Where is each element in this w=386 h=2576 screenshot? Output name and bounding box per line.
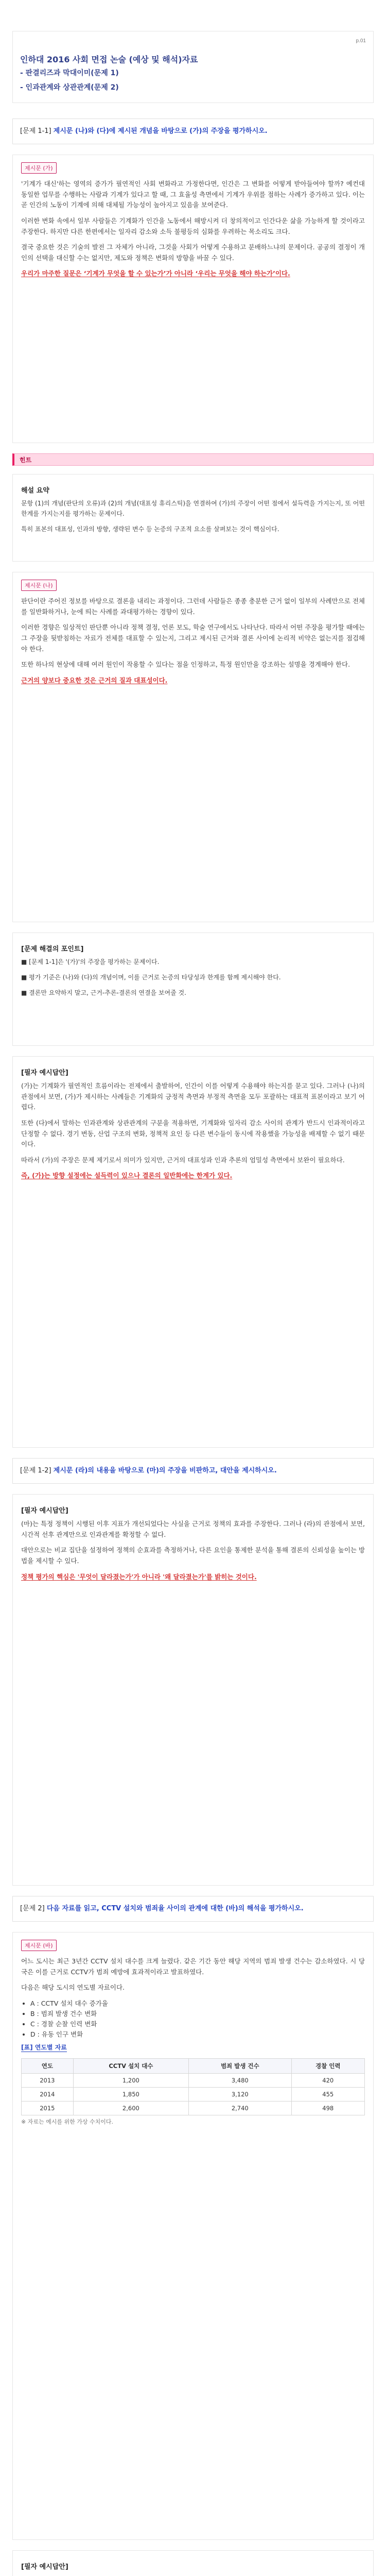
- passage-a-para-1: '기계가 대신'하는 영역의 증가가 필연적인 사회 변화라고 가정한다면, 인간은 그 변화를 어떻게 받아들여야 할까? 예컨대 동일한 업무를 수행하는 사람과 기계가 있다고 할 때, 그 효율성 측면에서 기계가 우위를 점하는 사례가 증가하고 있다. 이는 곧 인간의 노동이 기계에 의해 대체될 가능성이 높아지고 있음을 보여준다.: [21, 180, 365, 209]
- model-answer-3: [12, 2550, 374, 2576]
- question-2-box: [12, 1458, 374, 1484]
- passage-c-list: [21, 1998, 365, 2040]
- data-table-header-row: [22, 2058, 365, 2073]
- table-row: [22, 2087, 365, 2101]
- table-cell: 3,480: [189, 2073, 292, 2087]
- answer-point-2: ■ 평가 기준은 (나)와 (다)의 개념이며, 이를 근거로 논증의 타당성과 한계를 함께 제시해야 한다.: [21, 973, 281, 981]
- table-cell: 498: [291, 2101, 364, 2115]
- question-2-text: 제시문 (라)의 내용을 바탕으로 (마)의 주장을 비판하고, 대안을 제시하시오.: [53, 1467, 277, 1475]
- model-answer-1-text-3: 따라서 (가)의 주장은 문제 제기로서 의미가 있지만, 근거의 대표성과 인과 추론의 엄밀성 측면에서 보완이 필요하다.: [21, 1156, 345, 1164]
- passage-b-emphasis: [21, 675, 365, 686]
- question-1-box: [12, 118, 374, 144]
- table-header-cctv: CCTV 설치 대수: [73, 2058, 188, 2073]
- passage-c-list-item-4: • D : 유동 인구 변화: [30, 2029, 365, 2040]
- passage-a-tag: 제시문 (가): [21, 162, 57, 174]
- table-cell: 2,740: [189, 2101, 292, 2115]
- model-answer-1-text-2: 또한 (다)에서 말하는 인과관계와 상관관계의 구분을 적용하면, 기계화와 일자리 감소 사이의 관계가 반드시 인과적이라고 단정할 수 없다. 경기 변동, 산업 구조의 변화, 정책적 요인 등 다른 변수들이 동시에 작용했을 가능성을 배제할 수 없기 때문이다.: [21, 1118, 365, 1148]
- document-title: 인하대 2016 사회 면접 논술 (예상 및 해석)자료: [20, 55, 198, 64]
- model-answer-1-red-text: 즉, (가)는 방향 설정에는 설득력이 있으나 결론의 일반화에는 한계가 있다.: [21, 1172, 233, 1180]
- question-2-title: [20, 1466, 366, 1476]
- question-3-box: [12, 1896, 374, 1922]
- model-answer-1-emphasis: [21, 1171, 365, 1181]
- divider-section: [12, 453, 374, 474]
- data-table-head: [22, 2058, 365, 2073]
- model-answer-2-red-text: 정책 평가의 핵심은 '무엇이 달라졌는가'가 아니라 '왜 달라졌는가'를 밝히는 것이다.: [21, 1572, 257, 1581]
- model-answer-2-text-1: (마)는 특정 정책이 시행된 이후 지표가 개선되었다는 사실을 근거로 정책의 효과를 주장한다. 그러나 (라)의 관점에서 보면, 시간적 선후 관계만으로 인과관계를 확정할 수 없다.: [21, 1520, 365, 1538]
- passage-b: [12, 572, 374, 922]
- table-cell: 2013: [22, 2073, 74, 2087]
- hint-heading: 해설 요약: [21, 487, 49, 495]
- table-row: [22, 2101, 365, 2115]
- question-3-text: 다음 자료를 읽고, CCTV 설치와 범죄율 사이의 관계에 대한 (바)의 해석을 평가하시오.: [46, 1905, 304, 1912]
- table-cell: 455: [291, 2087, 364, 2101]
- model-answer-2-text-2: 대안으로는 비교 집단을 설정하여 정책의 순효과를 측정하거나, 다른 요인을 통제한 분석을 통해 결론의 신뢰성을 높이는 방법을 제시할 수 있다.: [21, 1546, 365, 1565]
- table-note: ※ 자료는 예시를 위한 가상 수치이다.: [21, 2118, 113, 2125]
- table-header-crime: 범죄 발생 건수: [189, 2058, 292, 2073]
- question-3-title: [20, 1904, 366, 1914]
- question-1-title: [20, 126, 366, 137]
- document-subtitle-1: - 판결리즈과 막대이미(문제 1): [20, 69, 119, 77]
- table-row: [22, 2073, 365, 2087]
- model-answer-2-label: [필자 예시답안]: [21, 1507, 68, 1515]
- model-answer-3-label: [필자 예시답안]: [21, 2563, 68, 2571]
- answer-point-3: ■ 결론만 요약하지 말고, 근거-추론-결론의 연결을 보여줄 것.: [21, 989, 186, 996]
- table-header-year: 연도: [22, 2058, 74, 2073]
- passage-a: [12, 155, 374, 443]
- table-cell: 1,850: [73, 2087, 188, 2101]
- question-1-prefix: [문제 1-1]: [20, 127, 51, 135]
- passage-c-para-1: 어느 도시는 최근 3년간 CCTV 설치 대수를 크게 늘렸다. 같은 기간 동안 해당 지역의 범죄 발생 건수는 감소하였다. 시 당국은 이를 근거로 CCTV가 범죄 예방에 효과적이라고 발표하였다.: [21, 1957, 365, 1976]
- question-1-text: 제시문 (나)와 (다)에 제시된 개념을 바탕으로 (가)의 주장을 평가하시오.: [53, 127, 268, 135]
- passage-c-tag: 제시문 (바): [21, 1940, 57, 1951]
- passage-c-list-item-3: • C : 경찰 순찰 인력 변화: [30, 2019, 365, 2029]
- question-2-prefix: [문제 1-2]: [20, 1467, 51, 1475]
- table-cell: 3,120: [189, 2087, 292, 2101]
- model-answer-1-label: [필자 예시답안]: [21, 1069, 68, 1077]
- model-answer-2: [12, 1494, 374, 1886]
- data-table-body: [22, 2073, 365, 2115]
- document-subtitle-2: - 인과관계와 상관관계(문제 2): [20, 83, 119, 92]
- hint-box: [12, 474, 374, 562]
- table-header-police: 경찰 인력: [291, 2058, 364, 2073]
- passage-b-red-text: 근거의 양보다 중요한 것은 근거의 질과 대표성이다.: [21, 676, 168, 684]
- model-answer-1: [12, 1056, 374, 1448]
- table-cell: 2014: [22, 2087, 74, 2101]
- table-label: [표] 연도별 자료: [21, 2043, 67, 2051]
- passage-a-emphasis: [21, 268, 365, 279]
- table-cell: 1,200: [73, 2073, 188, 2087]
- passage-b-para-3: 또한 하나의 현상에 대해 여러 원인이 작용할 수 있다는 점을 인정하고, 특정 원인만을 강조하는 설명을 경계해야 한다.: [21, 660, 350, 669]
- header-badge-right: p.01: [356, 38, 366, 44]
- table-cell: 420: [291, 2073, 364, 2087]
- passage-c-list-item-1: • A : CCTV 설치 대수 증가율: [30, 1998, 365, 2009]
- passage-a-para-3: 결국 중요한 것은 기술의 발전 그 자체가 아니라, 그것을 사회가 어떻게 수용하고 분배하느냐의 문제이다. 공공의 결정이 개인의 선택을 대신할 수는 없지만, 제도와 정책은 변화의 방향을 바꿀 수 있다.: [21, 243, 365, 262]
- passage-b-para-1: 판단이란 주어진 정보를 바탕으로 결론을 내리는 과정이다. 그런데 사람들은 종종 충분한 근거 없이 일부의 사례만으로 전체를 일반화하거나, 눈에 띄는 사례를 과대평가하는 경향이 있다.: [21, 597, 365, 616]
- passage-b-tag: 제시문 (나): [21, 580, 57, 591]
- divider-label: 힌트: [12, 453, 374, 466]
- answer-points: [12, 933, 374, 1046]
- passage-c-list-intro: 다음은 해당 도시의 연도별 자료이다.: [21, 1984, 125, 1992]
- model-answer-2-emphasis: [21, 1572, 365, 1583]
- data-table: [21, 2058, 365, 2115]
- passage-c-list-item-2: • B : 범죄 발생 건수 변화: [30, 2009, 365, 2019]
- passage-b-para-2: 이러한 경향은 일상적인 판단뿐 아니라 정책 결정, 언론 보도, 학술 연구에서도 나타난다. 따라서 어떤 주장을 평가할 때에는 그 주장을 뒷받침하는 자료가 전체를 대표할 수 있는지, 그리고 제시된 근거와 결론 사이에 논리적 비약은 없는지를 점검해야 한다.: [21, 623, 365, 653]
- answer-point-1: ■ [문제 1-1]은 '(가)'의 주장을 평가하는 문제이다.: [21, 958, 160, 965]
- passage-c: [12, 1932, 374, 2540]
- model-answer-1-text-1: (가)는 기계화가 필연적인 흐름이라는 전제에서 출발하여, 인간이 이를 어떻게 수용해야 하는지를 묻고 있다. 그러나 (나)의 관점에서 보면, (가)가 제시하는 사례들은 기계화의 긍정적 측면과 부정적 측면을 모두 포괄하는 대표적 표본이라고 보기 어렵다.: [21, 1082, 365, 1111]
- table-cell: 2015: [22, 2101, 74, 2115]
- hint-text-1: 문항 (1)의 개념(판단의 오류)과 (2)의 개념(대표성 휴리스틱)을 연결하여 (가)의 주장이 어떤 점에서 설득력을 가지는지, 또 어떤 한계를 가지는지를 평가하는 문제이다.: [21, 500, 365, 517]
- table-cell: 2,600: [73, 2101, 188, 2115]
- passage-a-red-text: 우리가 마주한 질문은 ‘기계가 무엇을 할 수 있는가’가 아니라 ‘우리는 무엇을 해야 하는가’이다.: [21, 269, 290, 278]
- header-top-row: [13, 31, 373, 50]
- question-3-prefix: [문제 2]: [20, 1905, 45, 1912]
- hint-text-2: 특히 표본의 대표성, 인과의 방향, 생략된 변수 등 논증의 구조적 요소를 살펴보는 것이 핵심이다.: [21, 525, 279, 533]
- answer-section-heading: [문제 해결의 포인트]: [21, 945, 84, 953]
- document-header: [12, 31, 374, 103]
- passage-a-para-2: 이러한 변화 속에서 일부 사람들은 기계화가 인간을 노동에서 해방시켜 더 창의적이고 인간다운 삶을 가능하게 할 것이라고 주장한다. 하지만 다른 한편에서는 일자리 감소와 소득 불평등의 심화를 우려하는 목소리도 크다.: [21, 216, 365, 235]
